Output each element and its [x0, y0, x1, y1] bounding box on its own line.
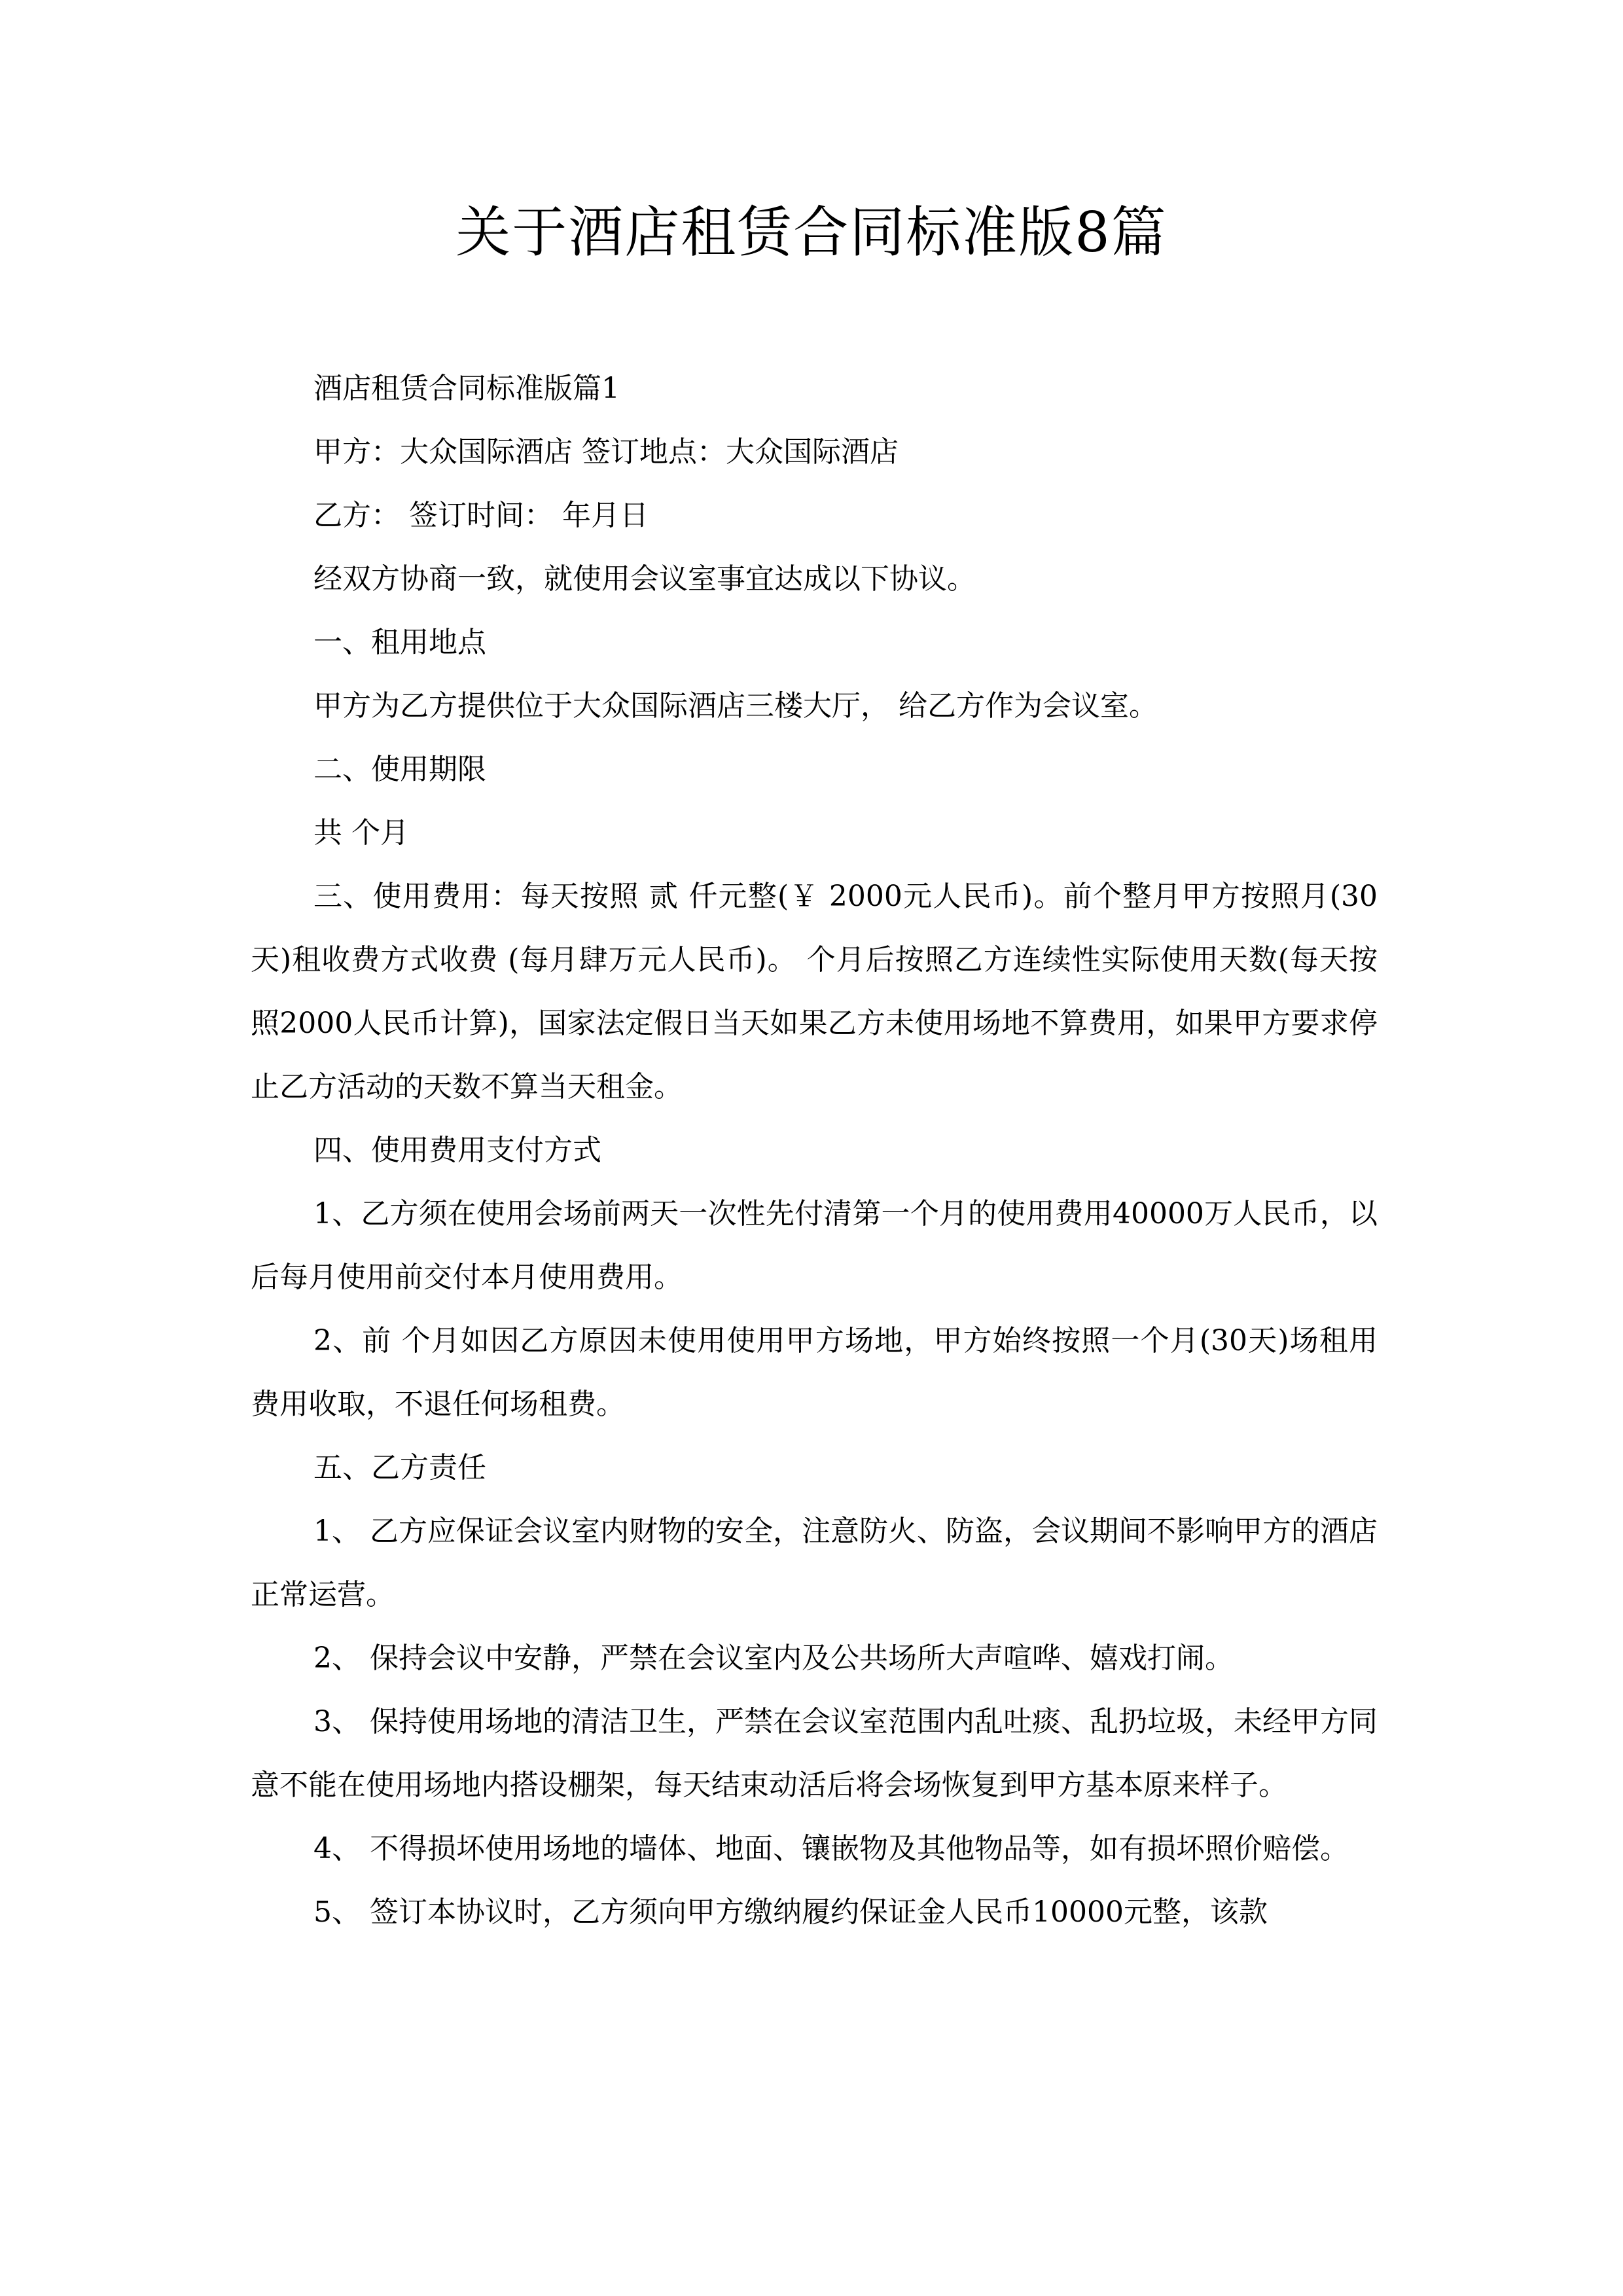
clause-heading: 四、使用费用支付方式	[313, 1134, 601, 1167]
section-heading: 酒店租赁合同标准版篇1	[313, 372, 620, 405]
clause-heading: 二、使用期限	[313, 753, 486, 786]
list-item: 3、 保持使用场地的清洁卫生，严禁在会议室范围内乱吐痰、乱扔垃圾，未经甲方同意不能在使用场地内搭设棚架，每天结束动活后将会场恢复到甲方基本原来样子。	[251, 1705, 1378, 1802]
document-title: 关于酒店租赁合同标准版8篇	[455, 200, 1168, 264]
list-item: 2、 保持会议中安静，严禁在会议室内及公共场所大声喧哗、嬉戏打闹。	[313, 1641, 1234, 1675]
document-body	[251, 357, 1378, 1944]
list-item: 1、乙方须在使用会场前两天一次性先付清第一个月的使用费用40000万人民币，以后每月使用前交付本月使用费用。	[251, 1197, 1378, 1294]
party-b-line: 乙方： 签订时间： 年月日	[313, 499, 649, 532]
list-item: 4、 不得损坏使用场地的墙体、地面、镶嵌物及其他物品等，如有损坏照价赔偿。	[313, 1832, 1349, 1865]
list-item: 2、前 个月如因乙方原因未使用使用甲方场地，甲方始终按照一个月(30天)场租用费用收取，不退任何场租费。	[251, 1324, 1378, 1421]
list-item: 5、 签订本协议时，乙方须向甲方缴纳履约保证金人民币10000元整，该款	[313, 1895, 1268, 1929]
paragraph: 甲方为乙方提供位于大众国际酒店三楼大厅， 给乙方作为会议室。	[313, 689, 1158, 723]
paragraph: 三、使用费用：每天按照 贰 仟元整(￥ 2000元人民币)。前个整月甲方按照月(30天)租收费方式收费 (每月肆万元人民币)。 个月后按照乙方连续性实际使用天数(每天按照2000人民币计算)，国家法定假日当天如果乙方未使用场地不算费用，如果甲方要求停止乙方活动的天数不算当天租金。	[251, 880, 1378, 1103]
list-item: 1、 乙方应保证会议室内财物的安全，注意防火、防盗，会议期间不影响甲方的酒店正常运营。	[251, 1515, 1378, 1611]
paragraph: 共 个月	[313, 816, 409, 850]
party-a-line: 甲方：大众国际酒店 签订地点：大众国际酒店	[313, 435, 899, 469]
clause-heading: 一、租用地点	[313, 626, 486, 659]
paragraph: 经双方协商一致，就使用会议室事宜达成以下协议。	[313, 562, 976, 596]
clause-heading: 五、乙方责任	[313, 1451, 486, 1484]
